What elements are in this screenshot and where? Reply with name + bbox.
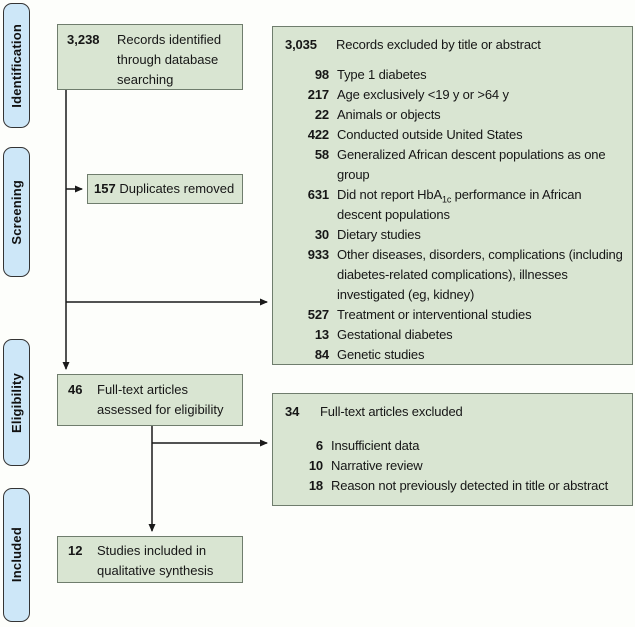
exclusion-item bbox=[285, 245, 626, 305]
item-label: Generalized African descent populations as one group bbox=[337, 147, 606, 182]
item-count: 13 bbox=[314, 327, 329, 342]
stage-screening bbox=[3, 147, 30, 277]
item-count: 631 bbox=[307, 187, 329, 202]
item-label: Treatment or interventional studies bbox=[337, 307, 532, 322]
item-label: Type 1 diabetes bbox=[337, 67, 427, 82]
box-fulltext-assessed bbox=[57, 374, 243, 426]
excluded-ta-items bbox=[285, 65, 626, 365]
excluded-ta-label: Records excluded by title or abstract bbox=[336, 37, 541, 52]
duplicates-count: 157 bbox=[94, 181, 116, 196]
exclusion-item bbox=[285, 185, 626, 225]
stage-label: Included bbox=[9, 527, 24, 583]
item-label: Insufficient data bbox=[331, 438, 420, 453]
fulltext-assessed-label: Full-text articles assessed for eligibility bbox=[97, 382, 224, 417]
item-count: 58 bbox=[314, 147, 329, 162]
item-count: 217 bbox=[307, 87, 329, 102]
box-records-identified bbox=[57, 24, 243, 90]
exclusion-item bbox=[285, 305, 626, 325]
item-label: Reason not previously detected in title or abstract bbox=[331, 478, 609, 493]
stage-label: Identification bbox=[9, 23, 24, 108]
fulltext-excluded-count: 34 bbox=[285, 404, 300, 419]
item-label: Narrative review bbox=[331, 458, 423, 473]
exclusion-item bbox=[285, 345, 626, 365]
exclusion-item bbox=[285, 145, 626, 185]
item-count: 6 bbox=[315, 438, 323, 453]
exclusion-item bbox=[285, 476, 626, 496]
item-count: 98 bbox=[314, 67, 329, 82]
item-label: Gestational diabetes bbox=[337, 327, 453, 342]
exclusion-item bbox=[285, 85, 626, 105]
fulltext-excluded-items bbox=[285, 436, 626, 496]
records-identified-count: 3,238 bbox=[67, 32, 100, 47]
item-label: Conducted outside United States bbox=[337, 127, 523, 142]
stage-included bbox=[3, 488, 30, 622]
item-count: 22 bbox=[314, 107, 329, 122]
stage-identification bbox=[3, 3, 30, 128]
exclusion-item bbox=[285, 436, 626, 456]
exclusion-item bbox=[285, 225, 626, 245]
exclusion-item bbox=[285, 456, 626, 476]
item-count: 18 bbox=[308, 478, 323, 493]
item-label: Animals or objects bbox=[337, 107, 441, 122]
stage-label: Screening bbox=[9, 179, 24, 245]
fulltext-excluded-label: Full-text articles excluded bbox=[320, 404, 463, 419]
item-count: 84 bbox=[314, 347, 329, 362]
fulltext-assessed-count: 46 bbox=[68, 382, 83, 397]
stage-label: Eligibility bbox=[9, 372, 24, 433]
item-label: Did not report HbA$_{1c}$ performance in African descent populations bbox=[337, 187, 582, 222]
item-label: Dietary studies bbox=[337, 227, 421, 242]
studies-included-label: Studies included in qualitative synthesis bbox=[97, 543, 214, 578]
exclusion-item bbox=[285, 125, 626, 145]
box-excluded-title-abstract bbox=[272, 26, 633, 365]
item-count: 527 bbox=[307, 307, 329, 322]
studies-included-count: 12 bbox=[68, 543, 83, 558]
item-count: 30 bbox=[314, 227, 329, 242]
item-count: 933 bbox=[307, 247, 329, 262]
box-studies-included bbox=[57, 536, 243, 583]
stage-eligibility bbox=[3, 339, 30, 466]
item-count: 10 bbox=[308, 458, 323, 473]
item-label: Genetic studies bbox=[337, 347, 425, 362]
item-label: Age exclusively <19 y or >64 y bbox=[337, 87, 509, 102]
box-duplicates-removed bbox=[87, 174, 243, 204]
excluded-ta-count: 3,035 bbox=[285, 37, 317, 52]
exclusion-item bbox=[285, 65, 626, 85]
item-count: 422 bbox=[307, 127, 329, 142]
item-label: Other diseases, disorders, complications (including diabetes-related complications), illnesses investigated (eg, kidney) bbox=[337, 247, 623, 302]
box-fulltext-excluded bbox=[272, 393, 633, 506]
exclusion-item bbox=[285, 105, 626, 125]
records-identified-label: Records identified through database searching bbox=[117, 32, 222, 87]
exclusion-item bbox=[285, 325, 626, 345]
duplicates-label: Duplicates removed bbox=[119, 181, 235, 196]
